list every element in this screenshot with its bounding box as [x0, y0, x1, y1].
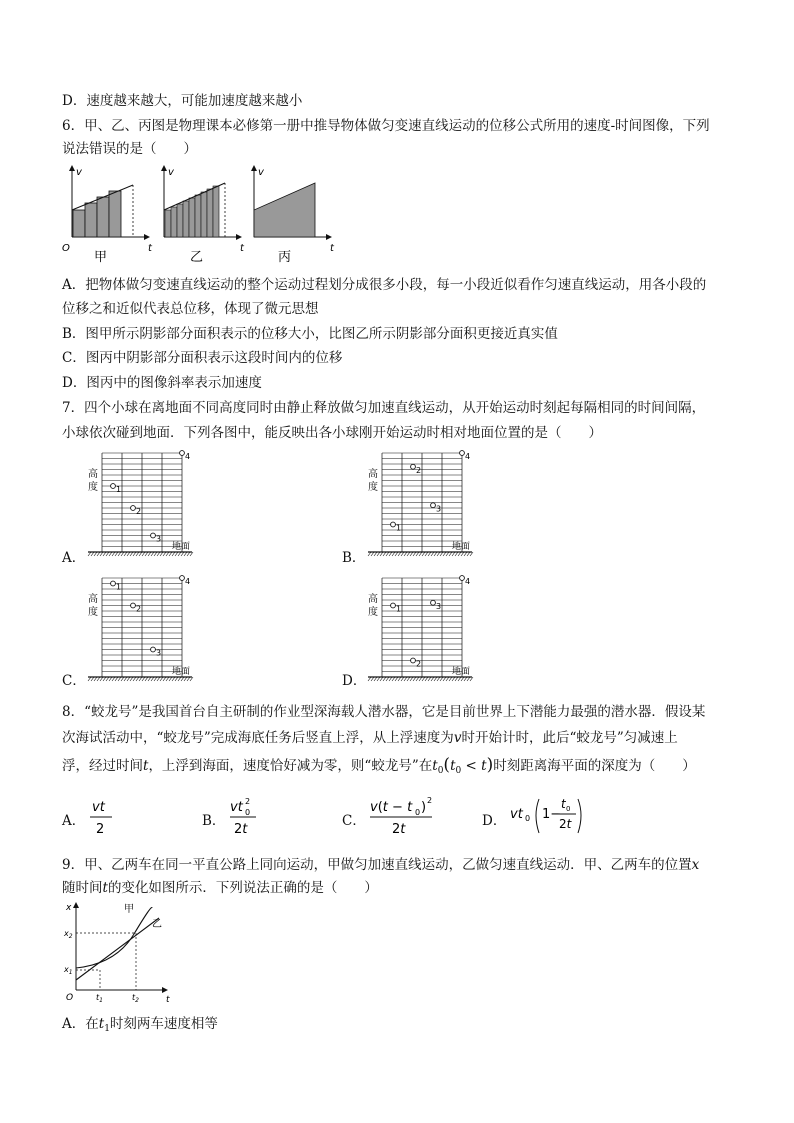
- svg-text:4: 4: [185, 577, 191, 586]
- q7-stem-line1: 7．四个小球在离地面不同高度同时由静止释放做匀加速直线运动，从开始运动时刻起每隔相同的时间间隔，: [62, 400, 706, 416]
- q6-fig-jia-caption: 甲: [94, 250, 108, 265]
- svg-text:3: 3: [156, 648, 162, 658]
- svg-text:3: 3: [156, 534, 162, 544]
- q8-option-a-formula: [88, 797, 118, 837]
- q7-ball-3: [431, 600, 436, 605]
- svg-text:度: 度: [88, 607, 98, 618]
- q9-stem-line1: 9．甲、乙两车在同一平直公路上同向运动，甲做匀加速直线运动，乙做匀速直线运动．甲、乙两车的位置x: [62, 857, 700, 873]
- q6-velocity-time-figures: [62, 165, 332, 265]
- q8-option-b-formula: [228, 797, 264, 837]
- svg-text:1: 1: [396, 523, 402, 533]
- svg-text:0: 0: [566, 805, 571, 813]
- svg-text:0: 0: [525, 814, 531, 823]
- q6-fig-yi-caption: 乙: [190, 250, 204, 265]
- q9-origin: O: [66, 993, 74, 1003]
- q7-ball-4: [460, 576, 465, 581]
- svg-text:2t: 2t: [392, 822, 406, 837]
- svg-text:vt: vt: [92, 800, 105, 815]
- q7-ball-2: [411, 658, 416, 663]
- svg-text:地面: 地面: [172, 667, 191, 677]
- q8-stem-line1: 8．“蛟龙号”是我国首台自主研制的作业型深海载人潜水器，它是目前世界上下潜能力最强的潜水器．假设某: [62, 704, 706, 720]
- q7-ball-1: [391, 522, 396, 527]
- q8-option-b-label: B．: [202, 813, 226, 829]
- q9-x1-label: x: [64, 965, 69, 974]
- q7-ball-2: [411, 464, 416, 469]
- q7-ball-2: [131, 506, 136, 511]
- q7-stem-line2: 小球依次碰到地面．下列各图中，能反映出各小球刚开始运动时相对地面位置的是（ ）: [62, 425, 602, 441]
- svg-text:vt: vt: [230, 800, 243, 815]
- q6-stem-line2: 说法错误的是（ ）: [62, 141, 197, 157]
- svg-text:度: 度: [88, 482, 98, 493]
- q9-t2-label: t: [132, 993, 136, 1002]
- svg-text:1: 1: [116, 485, 122, 494]
- svg-text:2t: 2t: [234, 822, 248, 837]
- q6-option-b: B．图甲所示阴影部分面积表示的位移大小，比图乙所示阴影部分面积更接近真实值: [62, 326, 558, 342]
- q6-fig-bing-t-label: t: [330, 243, 334, 254]
- q6-fig-bing-caption: 丙: [278, 250, 292, 265]
- svg-text:度: 度: [368, 607, 378, 618]
- q9-stem-line2: 随时间t的变化如图所示．下列说法正确的是（ ）: [62, 880, 378, 896]
- svg-text:x2: $x_2$: [64, 929, 73, 940]
- svg-text:t1: $t_1$: [96, 993, 103, 1004]
- q6-fig-bing: [251, 165, 335, 265]
- q7-ball-1: [111, 484, 116, 489]
- svg-text:0: 0: [245, 808, 251, 817]
- svg-text:2: 2: [96, 822, 105, 837]
- q7-option-d-label: D．: [342, 673, 367, 689]
- q6-fig-jia-t-label: t: [148, 243, 152, 254]
- q8-option-c-formula: [368, 795, 440, 837]
- svg-text:2: 2: [136, 507, 142, 516]
- svg-text:1−: 1−: [542, 807, 562, 822]
- svg-text:2t: 2t: [559, 817, 572, 831]
- q7-ball-3: [431, 503, 436, 508]
- svg-text:高: 高: [368, 469, 378, 480]
- q6-fig-jia-v-label: v: [76, 167, 82, 178]
- q8-stem-line2: 次海试活动中，“蛟龙号”完成海底任务后竖直上浮，从上浮速度为v时开始计时，此后“蛟龙号”匀减速上: [62, 730, 678, 746]
- q9-label-yi: 乙: [152, 919, 162, 930]
- svg-text:2: 2: [136, 604, 142, 614]
- q6-option-d: D．图丙中的图像斜率表示加速度: [62, 375, 262, 391]
- svg-text:度: 度: [368, 482, 378, 493]
- svg-text:3: 3: [436, 504, 442, 514]
- svg-text:1: 1: [116, 582, 122, 592]
- q8-stem-line3: 浮，经过时间t，上浮到海面，速度恰好减为零，则“蛟龙号”在$t_0(t_0 < t)$时刻距离海平面的深度为（ ）: [62, 755, 696, 776]
- svg-text:t2: $t_2$: [132, 993, 139, 1004]
- svg-text:地面: 地面: [172, 542, 191, 552]
- q7-ball-3: [151, 647, 156, 652]
- q6-option-c: C．图丙中阴影部分面积表示这段时间内的位移: [62, 350, 343, 366]
- svg-text:高: 高: [368, 594, 378, 605]
- svg-text:2: 2: [245, 797, 251, 806]
- q7-figure-b: [368, 449, 528, 564]
- svg-text:高: 高: [88, 469, 98, 480]
- q8-option-d-formula: [508, 793, 608, 839]
- q6-fig-yi-t-label: t: [240, 243, 244, 254]
- q7-ball-4: [460, 451, 465, 456]
- svg-text:t: t: [561, 797, 566, 811]
- q6-fig-jia-origin: O: [62, 243, 70, 254]
- q9-option-a: A．在$t_1$时刻两车速度相等: [62, 1016, 218, 1034]
- q6-fig-bing-v-label: v: [258, 167, 264, 178]
- q7-ball-1: [111, 581, 116, 586]
- svg-text:高: 高: [88, 594, 98, 605]
- svg-text:4: 4: [465, 577, 471, 586]
- svg-text:4: 4: [465, 452, 471, 461]
- q9-curve-jia: [76, 908, 152, 968]
- q9-position-time-graph: [64, 900, 184, 1005]
- q6-fig-yi-v-label: v: [168, 167, 174, 178]
- svg-text:v(t − t: v(t − t: [370, 800, 413, 815]
- q8-option-c-label: C．: [342, 813, 366, 829]
- q6-fig-yi: [161, 165, 245, 265]
- svg-text:3: 3: [436, 601, 442, 611]
- q6-option-a-line2: 位移之和近似代表总位移，体现了微元思想: [62, 301, 319, 317]
- q8-option-a-label: A．: [62, 813, 86, 829]
- svg-text:2: 2: [427, 796, 433, 805]
- q7-figure-a: [88, 449, 248, 564]
- q9-label-jia: 甲: [124, 904, 134, 915]
- svg-text:0: 0: [415, 808, 421, 817]
- svg-text:地面: 地面: [452, 542, 471, 552]
- svg-text:4: 4: [185, 452, 191, 461]
- q7-option-b-label: B．: [342, 550, 366, 566]
- svg-text:x1: $x_1$: [64, 965, 73, 976]
- q9-x2-label: x: [64, 929, 69, 938]
- q8-option-d-label: D．: [482, 813, 507, 829]
- q9-t-axis-label: t: [166, 995, 170, 1005]
- svg-text:地面: 地面: [452, 667, 471, 677]
- q6-stem-line1: 6．甲、乙、丙图是物理课本必修第一册中推导物体做匀变速直线运动的位移公式所用的速度-时间图像，下列: [62, 118, 710, 134]
- svg-text:2: 2: [416, 465, 422, 475]
- svg-text:1: 1: [396, 604, 402, 614]
- svg-text:vt: vt: [510, 807, 523, 822]
- q7-ball-4: [180, 576, 185, 581]
- q7-ball-1: [391, 603, 396, 608]
- q7-option-c-label: C．: [62, 673, 86, 689]
- q6-fig-jia: [62, 165, 153, 265]
- q9-t1-label: t: [96, 993, 100, 1002]
- svg-text:2: 2: [416, 659, 422, 669]
- q7-figure-c: [88, 574, 248, 689]
- q9-x-axis-label: x: [66, 903, 72, 913]
- q6-option-a-line1: A．把物体做匀变速直线运动的整个运动过程划分成很多小段，每一小段近似看作匀速直线运动，用各小段的: [62, 277, 707, 293]
- svg-text:): ): [421, 800, 427, 815]
- q7-option-a-label: A．: [62, 550, 86, 566]
- q7-ball-2: [131, 603, 136, 608]
- q7-ball-4: [180, 451, 185, 456]
- q7-figure-d: [368, 574, 528, 689]
- q5-option-d: D．速度越来越大，可能加速度越来越小: [62, 93, 303, 109]
- q7-ball-3: [151, 533, 156, 538]
- q9-line-yi: [76, 918, 159, 980]
